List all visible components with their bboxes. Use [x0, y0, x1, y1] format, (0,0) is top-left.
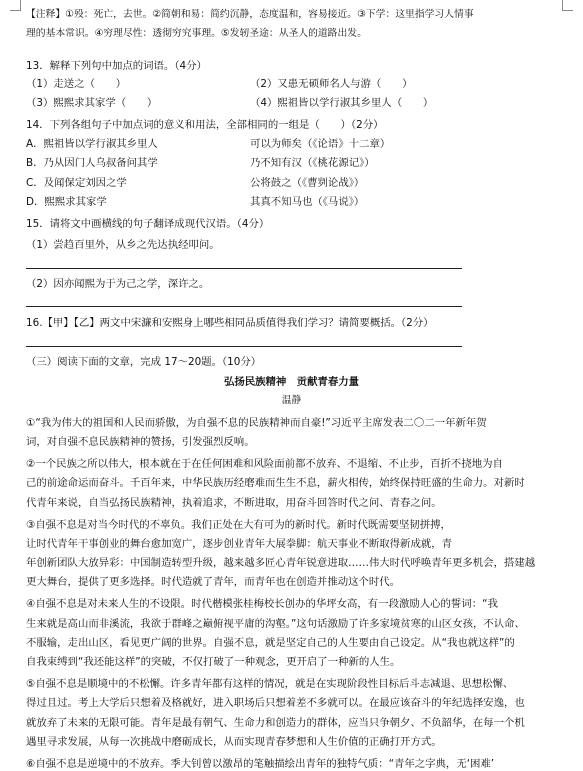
- q14-option-b-left: B．乃从因门人乌叔备问其学: [26, 157, 158, 169]
- question-13-stem: 13．解释下列句中加点的词语。（4分）: [26, 60, 207, 72]
- article-paragraph-4-line-3: 不服输，走出山区，看见更广阔的世界。自强不息，就是坚定自己的人生要由自己设定。从“我也就这样”的: [26, 636, 515, 649]
- article-author: 温静: [281, 395, 302, 406]
- article-paragraph-2-line-2: 己的前途命运而奋斗。千百年来，中华民族历经磨难而生生不息，薪火相传，始终保持旺盛的生命力。对新时: [26, 477, 525, 490]
- note-line-1: 【注释】①殁：死亡，去世。②简朝和易：简约沉静，态度温和，容易接近。③下学：这里指学习人情事: [26, 9, 474, 20]
- article-paragraph-1-line-1: ①“我为伟大的祖国和人民而骄傲，为自强不息的民族精神而自豪!”习近平主席发表二〇二一年新年贺: [26, 417, 487, 429]
- answer-line-1: [26, 268, 462, 269]
- question-16-stem: 16.【甲】【乙】两文中宋濂和安熙身上哪些相同品质值得我们学习？请简要概括。（2分）: [26, 317, 434, 329]
- q13-item-3: （3）熙熙求其家学（ ）: [26, 97, 158, 109]
- crop-mark-left: [10, 0, 21, 11]
- article-paragraph-2-line-3: 代青年来说，自当弘扬民族精神，执着追求，不断进取，用奋斗回答时代之问、青春之问。: [26, 496, 442, 509]
- question-14-stem: 14．下列各组句子中加点词的意义和用法，全部相同的一组是（ ）（2分）: [26, 119, 384, 131]
- article-title: 弘扬民族精神 贡献青春力量: [223, 376, 360, 388]
- article-paragraph-5-line-1: ⑤自强不息是顺境中的不松懈。许多青年都有这样的情况，就是在实现阶段性目标后斗志减退、思想松懈、: [26, 677, 514, 690]
- q14-option-d-right: 其真不知马也（《马说》）: [250, 196, 365, 208]
- article-paragraph-4-line-2: 生来就是高山而非溪流，我欲于群峰之巅俯视平庸的沟壑。”这句话激励了许多家境贫寒的山区女孩，不认命、: [26, 617, 525, 630]
- q13-item-1: （1）走送之（ ）: [26, 78, 127, 90]
- article-paragraph-3-line-1: ③自强不息是对当今时代的不辜负。我们正处在大有可为的新时代。新时代既需要坚韧拼搏，: [26, 518, 451, 531]
- article-paragraph-5-line-3: 就放弃了未来的无限可能。青年是最有朝气、生命力和创造力的群体，应当只争朝夕、不负韶华，在每一个机: [26, 716, 525, 729]
- article-paragraph-1-line-2: 词，对自强不息民族精神的赞扬，引发强烈反响。: [26, 436, 255, 449]
- note-line-2: 理的基本常识。④穷理尽性：透彻穷究事理。⑤发轫圣途：从圣人的道路出发。: [26, 28, 367, 39]
- question-15-stem: 15．请将文中画横线的句子翻译成现代汉语。（4分）: [26, 218, 270, 230]
- q14-option-a-right: 可以为师矣（《论语》十二章）: [250, 138, 391, 150]
- q14-option-c-right: 公将鼓之（《曹刿论战》）: [250, 177, 365, 189]
- article-paragraph-6-line-1: ⑥自强不息是逆境中的不放弃。季大钊曾以激昂的笔触描绘出青年的独特气质：“青年之字典，无‘困难’: [26, 757, 495, 770]
- q13-item-2: （2）又患无硕师名人与游（ ）: [250, 78, 413, 90]
- article-paragraph-3-line-4: 更大舞台，提供了更多选择。时代造就了青年，而青年也在创造并推动这个时代。: [26, 576, 401, 589]
- answer-line-3: [26, 346, 462, 347]
- answer-line-2: [26, 306, 462, 307]
- article-paragraph-5-line-4: 遇里寻求发展，从每一次挑战中磨砺成长，从而实现青春梦想和人生价值的正确打开方式。: [26, 735, 442, 748]
- q15-sentence-1: （1）尝趋百里外，从乡之先达执经叩问。: [26, 239, 220, 251]
- q14-option-b-right: 乃不知有汉（《桃花源记》）: [250, 157, 375, 169]
- article-paragraph-2-line-1: ②一个民族之所以伟大，根本就在于在任何困难和风险面前都不放弃、不退缩、不止步，百折不挠地为自: [26, 458, 503, 471]
- q14-option-c-left: C．及闻保定刘因之学: [26, 177, 127, 189]
- article-paragraph-4-line-4: 自我束缚到“我还能这样”的突破，不仅打破了一种观念，更开启了一种新的人生。: [26, 656, 401, 669]
- q14-option-a-left: A．熙祖皆以学行淑其乡里人: [26, 138, 158, 150]
- q13-item-4: （4）熙祖皆以学行淑其乡里人（ ）: [250, 97, 434, 109]
- article-paragraph-3-line-3: 年创新团队大放异彩：中国制造转型升级，越来越多匠心青年锐意进取……伟大时代呼唤青年更多机会，搭建越: [26, 557, 536, 570]
- section-3-heading: （三）阅读下面的文章，完成 17～20题。（10分）: [26, 356, 262, 368]
- q14-option-d-left: D．熙熙求其家学: [26, 196, 107, 208]
- article-paragraph-4-line-1: ④自强不息是对未来人生的不设限。时代楷模张桂梅校长创办的华坪女高，有一段激励人心的誓词：“我: [26, 598, 498, 611]
- article-paragraph-5-line-2: 得过且过。考上大学后只想着及格就好，进入职场后只想着差不多就可以。在最应该奋斗的年纪选择安逸，也: [26, 697, 525, 710]
- q15-sentence-2: （2）因亦闻熙为于为己之学，深许之。: [26, 278, 210, 290]
- article-paragraph-3-line-2: 让时代青年干事创业的舞台愈加宽广，逐步创业青年大展拳脚：航天事业不断取得新成就，青: [26, 537, 453, 550]
- crop-mark-right: [562, 0, 573, 11]
